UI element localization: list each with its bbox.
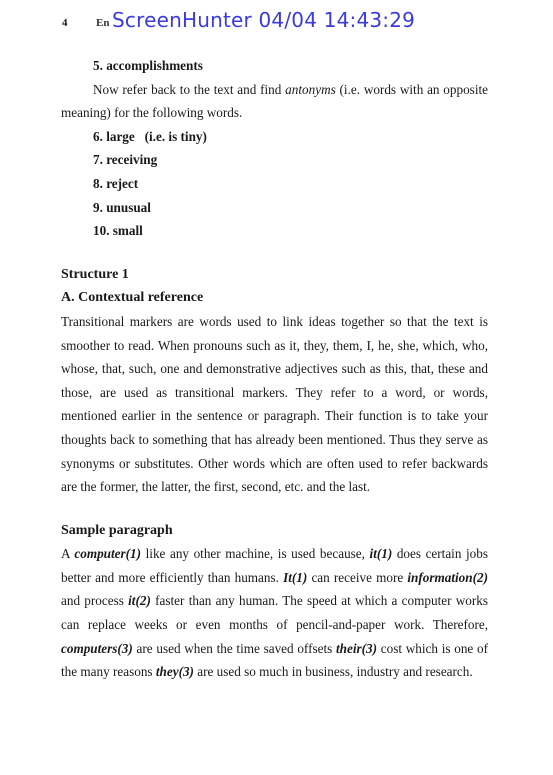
ref-it-2: it(2)	[128, 593, 151, 609]
sample-paragraph-title: Sample paragraph	[61, 522, 173, 538]
ref-they-3: they(3)	[155, 664, 194, 680]
ref-it-1-cap: It(1)	[283, 569, 308, 585]
screenhunter-watermark: ScreenHunter 04/04 14:43:29	[112, 8, 416, 32]
section-title: Structure 1	[61, 266, 129, 282]
ref-it-1: it(1)	[369, 546, 393, 562]
antonym-instructions: Now refer back to the text and find antonyms (i.e. words with an opposite meaning) for the following words.	[61, 81, 489, 121]
ref-information-2: information(2)	[407, 569, 488, 585]
running-head: En	[96, 17, 110, 29]
vocab-item-9: 9. unusual	[93, 199, 151, 215]
vocab-item-7: 7. receiving	[93, 152, 158, 168]
page-header	[62, 8, 492, 36]
contextual-reference-body: Transitional markers are words used to link ideas together so that the text is smoother to read. When pronouns such as it, they, them, I, he, she, which, who, whose, that, such, one and demonstrative adjectives such as this, that, these and those, are used as transitional markers. They refer to a word, or words, mentioned earlier in the sentence or paragraph. Their function is to take your thoughts back to something that has already been mentioned. Thus they serve as synonyms or substitutes. Other words which are often used to refer backwards are the former, the latter, the first, second, etc. and the last.	[61, 313, 488, 495]
vocab-item-8: 8. reject	[93, 175, 139, 191]
page-content	[61, 54, 488, 684]
sample-paragraph-body: A computer(1) like any other machine, is used because, it(1) does certain jobs better and more efficiently than humans. It(1) can receive more information(2) and process it(2) faster than any human. The speed at which a computer works can replace weeks or even months of pencil-and-paper work. Therefore, computers(3) are used when the time saved offsets their(3) cost which is one of the many reasons they(3) are used so much in business, industry and research.	[61, 546, 489, 680]
vocab-item-5: 5. accomplishments	[93, 58, 203, 73]
ref-their-3: their(3)	[336, 640, 378, 656]
page-number: 4	[62, 17, 68, 29]
ref-computer-1: computer(1)	[74, 546, 142, 562]
ref-computers-3: computers(3)	[61, 640, 133, 656]
antonyms-term: antonyms	[285, 81, 336, 97]
vocab-item-6: 6. large (i.e. is tiny)	[93, 128, 207, 144]
section-subtitle: A. Contextual reference	[61, 290, 204, 306]
vocab-item-10: 10. small	[93, 223, 143, 239]
